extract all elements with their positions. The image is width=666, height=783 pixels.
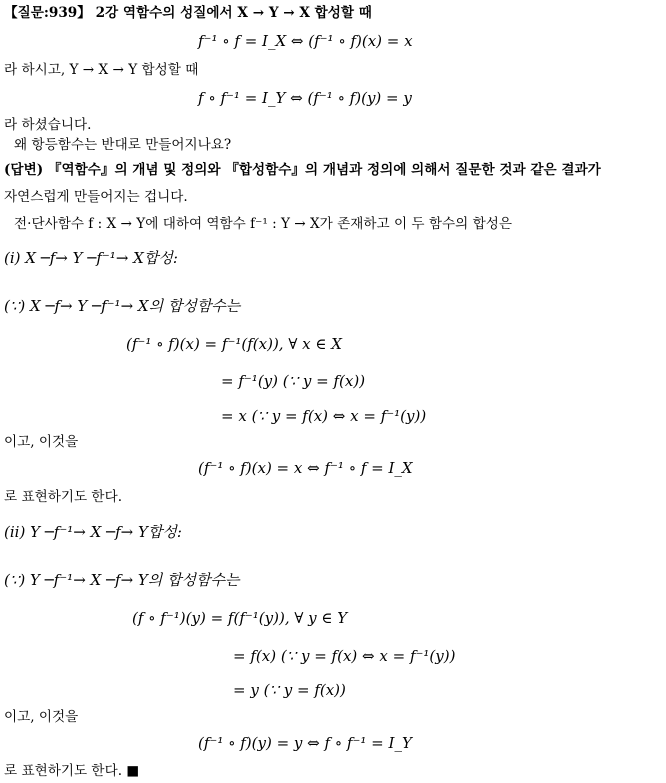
question-title: 【질문:939】 2강 역함수의 성질에서 X → Y → X 합성할 때 (4, 5, 372, 21)
case-heading: (i) X ─f→ Y ─f⁻¹→ X합성: (4, 249, 178, 267)
proof-line: (∵) X ─f→ Y ─f⁻¹→ X의 합성함수는 (4, 297, 241, 315)
text-line: 왜 항등함수는 반대로 만들어지나요? (14, 137, 232, 153)
text-line: 자연스럽게 만들어지는 겁니다. (4, 189, 188, 205)
formula-line: = y (∵ y = f(x)) (233, 681, 346, 699)
formula-line: f ∘ f⁻¹ = I_Y ⇔ (f⁻¹ ∘ f)(y) = y (198, 89, 412, 107)
formula-line: (f⁻¹ ∘ f)(y) = y ⇔ f ∘ f⁻¹ = I_Y (198, 734, 412, 752)
formula-line: = f(x) (∵ y = f(x) ⇔ x = f⁻¹(y)) (233, 647, 456, 665)
formula-line: f⁻¹ ∘ f = I_X ⇔ (f⁻¹ ∘ f)(x) = x (198, 32, 413, 50)
case-heading: (ii) Y ─f⁻¹→ X ─f→ Y합성: (4, 523, 182, 541)
formula-line: (f ∘ f⁻¹)(y) = f(f⁻¹(y)), ∀ y ∈ Y (132, 609, 348, 627)
text-line: 전·단사함수 f : X → Y에 대하여 역함수 f⁻¹ : Y → X가 존재하고 이 두 함수의 합성은 (14, 216, 512, 232)
formula-line: = f⁻¹(y) (∵ y = f(x)) (221, 372, 366, 390)
formula-line: (f⁻¹ ∘ f)(x) = f⁻¹(f(x)), ∀ x ∈ X (126, 335, 342, 353)
text-line: 이고, 이것을 (4, 434, 79, 450)
text-line: 라 하시고, Y → X → Y 합성할 때 (4, 62, 199, 78)
formula-line: = x (∵ y = f(x) ⇔ x = f⁻¹(y)) (221, 407, 427, 425)
text-line: 라 하셨습니다. (4, 117, 92, 133)
text-line: 이고, 이것을 (4, 709, 79, 725)
answer-heading: (답변) 『역함수』의 개념 및 정의와 『합성함수』의 개념과 정의에 의해서 질문한 것과 같은 결과가 (4, 162, 601, 178)
formula-line: (f⁻¹ ∘ f)(x) = x ⇔ f⁻¹ ∘ f = I_X (198, 459, 413, 477)
text-line: 로 표현하기도 한다. ■ (4, 763, 140, 779)
text-line: 로 표현하기도 한다. (4, 489, 123, 505)
proof-line: (∵) Y ─f⁻¹→ X ─f→ Y의 합성함수는 (4, 571, 240, 589)
